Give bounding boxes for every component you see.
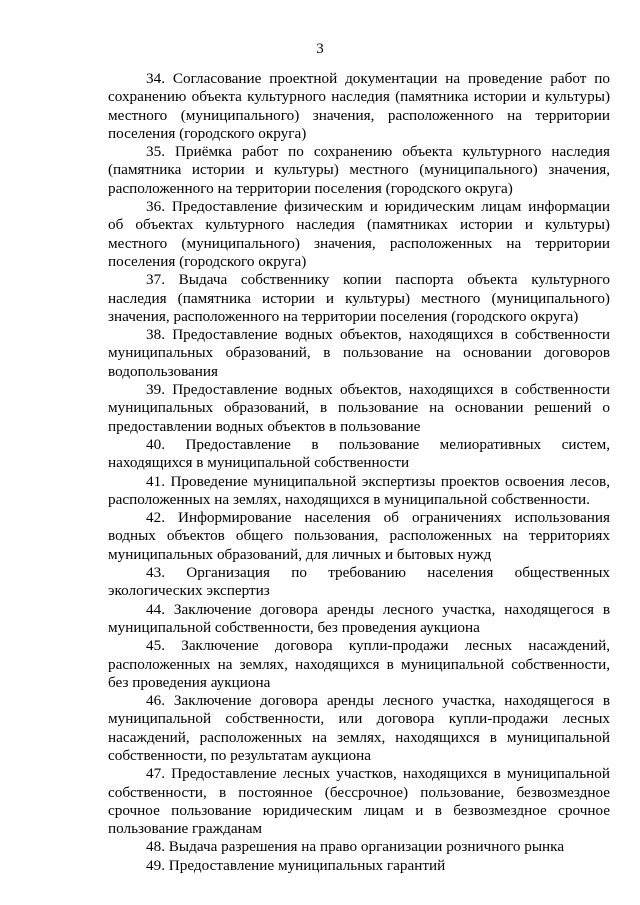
- list-item: 44. Заключение договора аренды лесного участка, находящегося в муниципальной собственности, без проведения аукциона: [108, 600, 610, 636]
- list-item: 34. Согласование проектной документации на проведение работ по сохранению объекта культурного наследия (памятника истории и культуры) местного (муниципального) значения, расположенного на территории поселения (городского округа): [108, 70, 610, 142]
- list-item: 42. Информирование населения об ограничениях использования водных объектов общего пользования, расположенных на территориях муниципальных образований, для личных и бытовых нужд: [108, 509, 610, 563]
- list-item: 36. Предоставление физическим и юридическим лицам информации об объектах культурного наследия (памятниках истории и культуры) местного (муниципального) значения, расположенных на территории поселения (городского округа): [108, 198, 610, 270]
- page-number: 3: [316, 41, 324, 57]
- list-item: 40. Предоставление в пользование мелиоративных систем, находящихся в муниципальной собственности: [108, 435, 610, 472]
- list-item: 38. Предоставление водных объектов, находящихся в собственности муниципальных образований, в пользование на основании договоров водопользования: [108, 326, 610, 380]
- list-item: 41. Проведение муниципальной экспертизы проектов освоения лесов, расположенных на землях, находящихся в муниципальной собственности.: [108, 472, 610, 508]
- list-item: 35. Приёмка работ по сохранению объекта культурного наследия (памятника истории и культуры) местного (муниципального) значения, расположенного на территории поселения (городского округа): [108, 143, 610, 197]
- list-item: 43. Организация по требованию населения общественных экологических экспертиз: [108, 564, 610, 600]
- list-item: 39. Предоставление водных объектов, находящихся в собственности муниципальных образований, в пользование на основании решений о предоставлении водных объектов в пользование: [108, 381, 610, 435]
- list-item: 48. Выдача разрешения на право организации розничного рынка: [146, 838, 565, 856]
- list-item: 45. Заключение договора купли-продажи лесных насаждений, расположенных на землях, находящихся в муниципальной собственности, без проведения аукциона: [108, 637, 610, 691]
- document-body: [108, 70, 610, 875]
- list-item: 46. Заключение договора аренды лесного участка, находящегося в муниципальной собственности, или договора купли-продажи лесных насаждений, расположенных на землях, находящихся в муниципальной собственности, по результатам аукциона: [108, 692, 610, 764]
- list-item: 47. Предоставление лесных участков, находящихся в муниципальной собственности, в постоянное (бессрочное) пользование, безвозмездное срочное пользование юридическим лицам и в безвозмездное срочное пользование гражданам: [108, 765, 610, 838]
- list-item: 49. Предоставление муниципальных гарантий: [146, 856, 446, 874]
- list-item: 37. Выдача собственнику копии паспорта объекта культурного наследия (памятника истории и культуры) местного (муниципального) значения, расположенного на территории поселения (городского округа): [108, 271, 610, 325]
